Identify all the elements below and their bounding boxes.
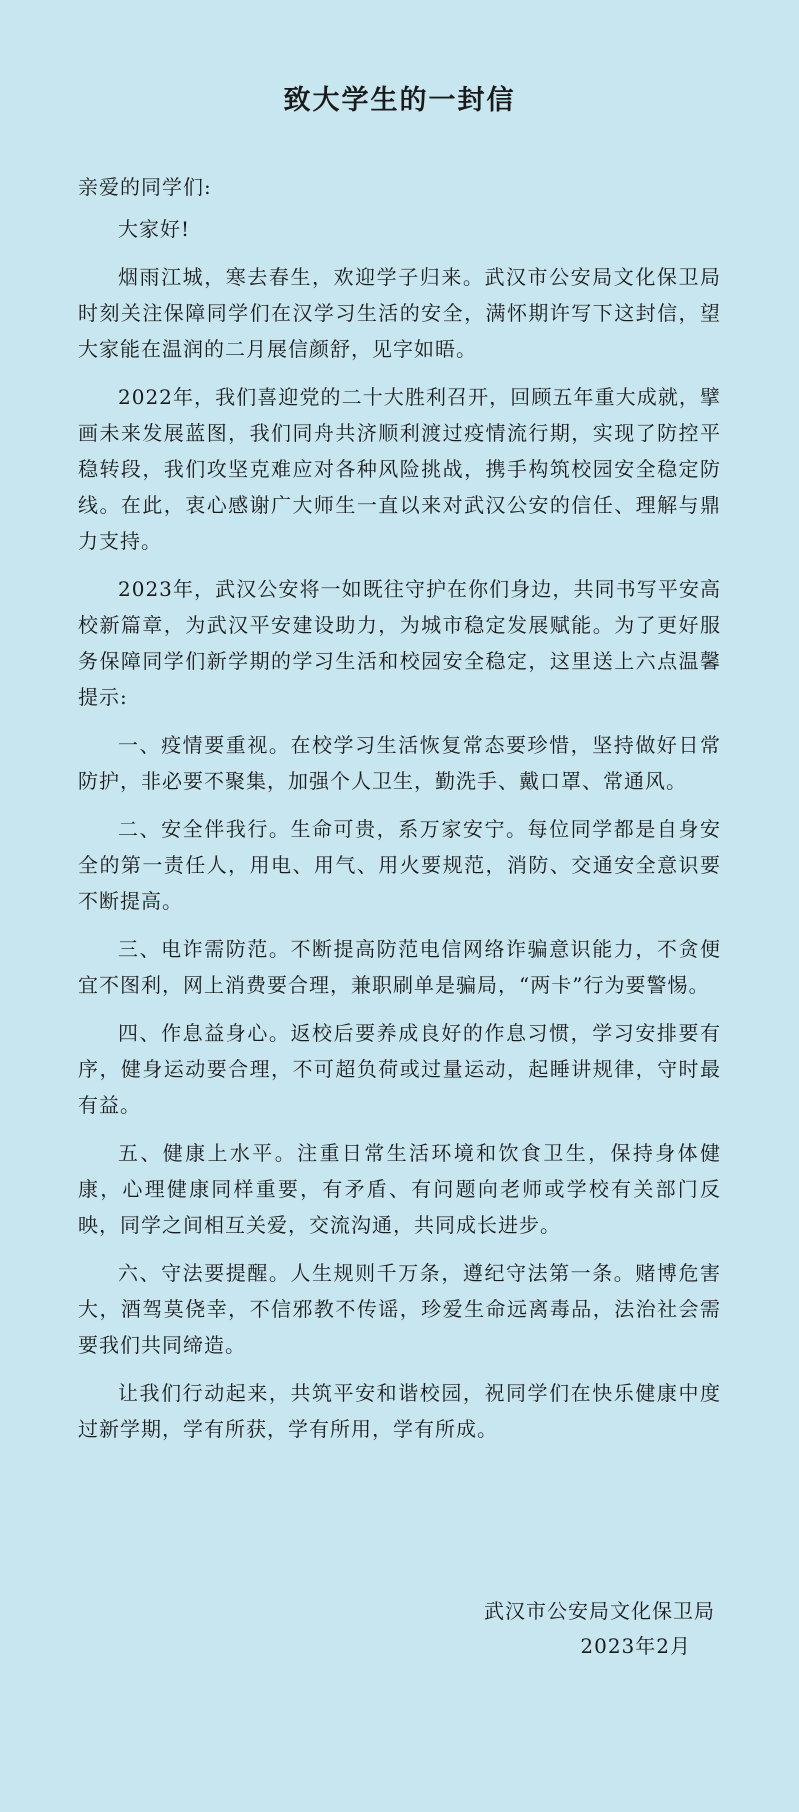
greeting-paragraph: 大家好! xyxy=(118,217,191,241)
tip-4-paragraph: 四、作息益身心。返校后要养成良好的作息习惯，学习安排要有序，健身运动要合理，不可超负荷或过量运动，起睡讲规律，守时最有益。 xyxy=(78,1021,721,1117)
tip-3-paragraph: 三、电诈需防范。不断提高防范电信网络诈骗意识能力，不贪便宜不图利，网上消费要合理，兼职刷单是骗局，“两卡”行为要警惕。 xyxy=(78,937,721,997)
letter-title: 致大学生的一封信 xyxy=(283,85,516,116)
tip-5-paragraph: 五、健康上水平。注重日常生活环境和饮食卫生，保持身体健康，心理健康同样重要，有矛盾、有问题向老师或学校有关部门反映，同学之间相互关爱，交流沟通，共同成长进步。 xyxy=(78,1141,721,1237)
intro-paragraph: 烟雨江城，寒去春生，欢迎学子归来。武汉市公安局文化保卫局时刻关注保障同学们在汉学习生活的安全，满怀期许写下这封信，望大家能在温润的二月展信颜舒，见字如晤。 xyxy=(78,265,721,361)
signature-date: 2023年2月 xyxy=(580,1634,691,1658)
review-2022-paragraph: 2022年，我们喜迎党的二十大胜利召开，回顾五年重大成就，擘画未来发展蓝图，我们同舟共济顺利渡过疫情流行期，实现了防控平稳转段，我们攻坚克难应对各种风险挑战，携手构筑校园安全稳定防线。在此，衷心感谢广大师生一直以来对武汉公安的信任、理解与鼎力支持。 xyxy=(78,385,721,553)
tip-1-paragraph: 一、疫情要重视。在校学习生活恢复常态要珍惜，坚持做好日常防护，非必要不聚集，加强个人卫生，勤洗手、戴口罩、常通风。 xyxy=(78,733,721,793)
signature-organization: 武汉市公安局文化保卫局 xyxy=(484,1599,715,1623)
tip-2-paragraph: 二、安全伴我行。生命可贵，系万家安宁。每位同学都是自身安全的第一责任人，用电、用气、用火要规范，消防、交通安全意识要不断提高。 xyxy=(78,817,721,913)
outlook-2023-paragraph: 2023年，武汉公安将一如既往守护在你们身边，共同书写平安高校新篇章，为武汉平安建设助力，为城市稳定发展赋能。为了更好服务保障同学们新学期的学习生活和校园安全稳定，这里送上六点温馨提示: xyxy=(78,577,721,709)
signature-block xyxy=(484,1594,715,1664)
closing-paragraph: 让我们行动起来，共筑平安和谐校园，祝同学们在快乐健康中度过新学期，学有所获，学有所用，学有所成。 xyxy=(78,1381,721,1441)
salutation: 亲爱的同学们: xyxy=(78,175,212,199)
tip-6-paragraph: 六、守法要提醒。人生规则千万条，遵纪守法第一条。赌博危害大，酒驾莫侥幸，不信邪教不传谣，珍爱生命远离毒品，法治社会需要我们共同缔造。 xyxy=(78,1261,721,1357)
